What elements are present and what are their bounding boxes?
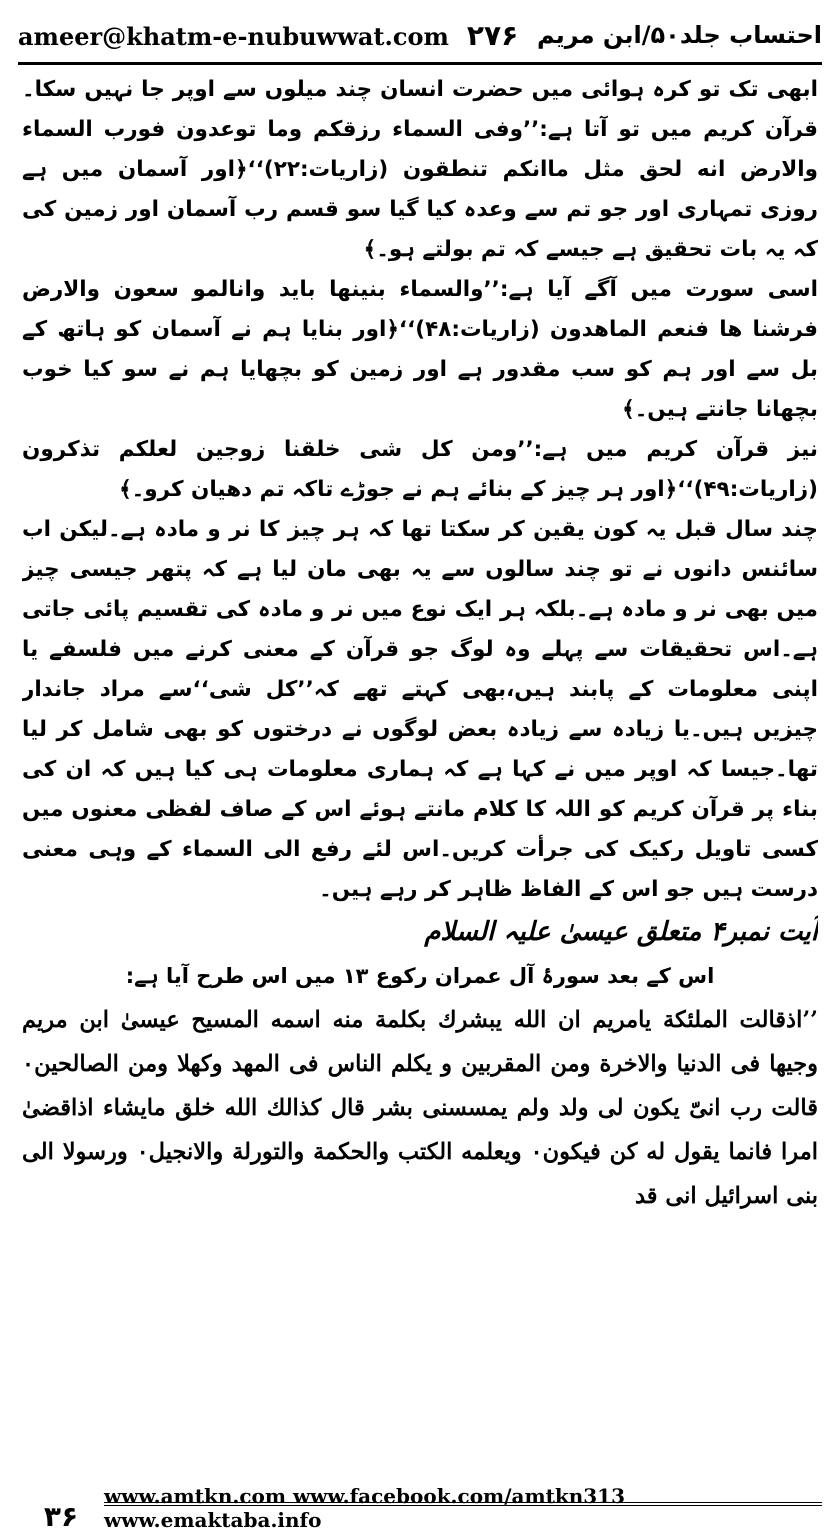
page-header	[18, 12, 822, 58]
header-page-number: ۲۷۶	[466, 18, 519, 52]
header-rule	[18, 62, 822, 65]
section-heading: آیت نمبر۴ متعلق عیسیٰ علیہ السلام	[424, 917, 818, 947]
header-email: ameer@khatm-e-nubuwwat.com	[18, 21, 449, 51]
paragraph-3: نیز قرآن کریم میں ہے:’’ومن کل شی خلقنا زوجین لعلکم تذکرون (زاریات:۴۹)‘‘﴿اور ہر چیز کے بنائے ہم نے جوڑے تاکہ تم دھیان کرو۔﴾	[22, 437, 818, 502]
header-left	[18, 19, 518, 52]
section-intro: اس کے بعد سورۂ آل عمران رکوع ۱۳ میں اس طرح آیا ہے:	[125, 964, 715, 988]
paragraph-1: ابھی تک تو کرہ ہوائی میں حضرت انسان چند میلوں سے اوپر جا نہیں سکا۔قرآن کریم میں تو آتا ہے:’’وفی السماء رزقکم وما توعدون فورب السماء والارض انه لحق مثل ماانکم تنطقون (زاریات:۲۲)‘‘﴿اور آسمان میں ہے روزی تمہاری اور جو تم سے وعدہ کیا گیا سو قسم رب آسمان اور زمین کی کہ یہ بات تحقیق ہے جیسے کہ تم بولتے ہو۔﴾	[22, 77, 818, 262]
running-title: احتساب جلد۵۰/ابن مریم	[536, 21, 822, 49]
page-body	[22, 70, 818, 1470]
footer-page-number: ۳۶	[43, 1499, 79, 1533]
quran-quotation: ’’اذقالت الملئکة یامریم ان الله یبشرك بکلمة منه اسمه المسیح عیسیٰ ابن مریم وجیها فی الدنیا والاخرة ومن المقربین و یکلم الناس فی المهد وکهلا ومن الصالحین۰ قالت رب انیّ یکون لی ولد ولم یمسسنی بشر قال کذالك الله خلق مایشاء اذاقضیٰ امرا فانما یقول له کن فیکون۰ ویعلمه الکتب والحکمة والتورلة والانجیل۰ ورسولا الی بنی اسرائیل انی قد	[22, 1007, 818, 1209]
paragraph-4: چند سال قبل یہ کون یقین کر سکتا تھا کہ ہر چیز کا نر و مادہ ہے۔لیکن اب سائنس دانوں نے تو چند سالوں سے یہ بھی مان لیا ہے کہ پتھر جیسی چیز میں بھی نر و مادہ ہے۔بلکہ ہر ایک نوع میں نر و مادہ کی تقسیم پائی جاتی ہے۔اس تحقیقات سے پہلے وہ لوگ جو قرآن کے معنی کرنے میں فلسفے یا اپنی معلومات کے پابند ہیں،بھی کہتے تھے کہ’’کل شی‘‘سے مراد جاندار چیزیں ہیں۔یا زیادہ سے زیادہ بعض لوگوں نے درختوں کو بھی شامل کر لیا تھا۔جیسا کہ اوپر میں نے کہا ہے کہ ہماری معلومات ہی کیا ہیں کہ ان کی بناء پر قرآن کریم کو اللہ کا کلام مانتے ہوئے اس کے صاف لفظی معنوں میں کسی تاویل رکیک کی جرأت کریں۔اس لئے رفع الی السماء کے وہی معنی درست ہیں جو اس کے الفاظ ظاہر کر رہے ہیں۔	[22, 517, 818, 902]
footer-links: www.amtkn.com www.facebook.com/amtkn313 www.emaktaba.info	[104, 1498, 822, 1534]
paragraph-2: اسی سورت میں آگے آیا ہے:’’والسماء بنینها باید وانالمو سعون والارض فرشنا ها فنعم الماهدون (زاریات:۴۸)‘‘﴿اور بنایا ہم نے آسمان کو ہاتھ کے بل سے اور ہم کو سب مقدور ہے اور زمین کو بچھایا ہم نے سو کیا خوب بچھانا جانتے ہیں۔﴾	[22, 277, 818, 422]
page-footer	[18, 1484, 822, 1534]
